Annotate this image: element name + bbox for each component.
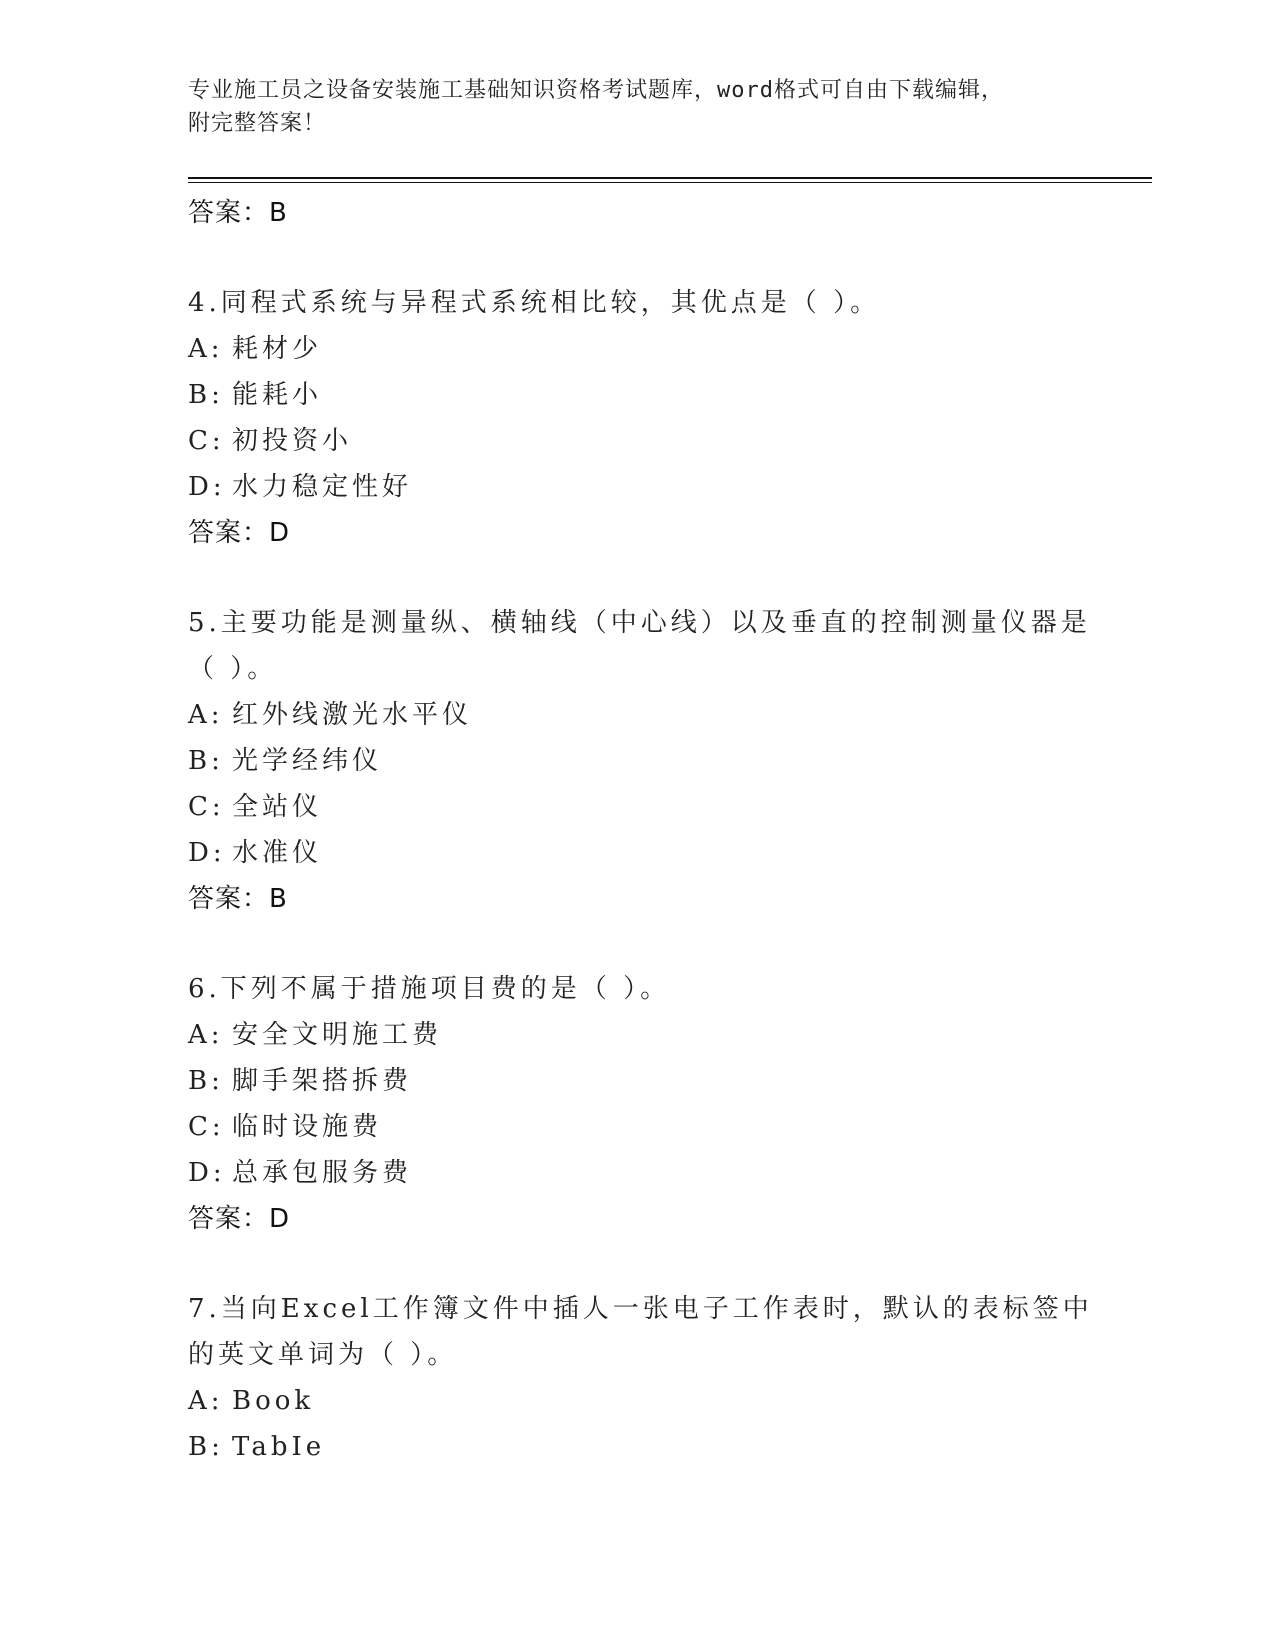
- question-stem-continued: 的英文单词为（ ）。: [188, 1340, 458, 1370]
- spacer: [188, 1242, 1068, 1286]
- option-b: [188, 1058, 1068, 1104]
- spacer: [188, 236, 1068, 280]
- option-label: B:: [188, 1066, 224, 1096]
- header-line-1: 专业施工员之设备安装施工基础知识资格考试题库，word格式可自由下载编辑，: [188, 78, 1004, 103]
- header-line-2: 附完整答案！: [188, 111, 327, 136]
- option-b: [188, 372, 1068, 418]
- option-label: B:: [188, 380, 224, 410]
- option-c: [188, 418, 1068, 464]
- question-block: [188, 966, 1068, 1242]
- question-answer: 答案：D: [188, 1204, 291, 1234]
- option-text: 初投资小: [232, 426, 353, 456]
- option-label: C:: [188, 792, 225, 822]
- question-answer: 答案：D: [188, 518, 291, 548]
- option-a: [188, 1012, 1068, 1058]
- option-d: [188, 830, 1068, 876]
- option-label: C:: [188, 1112, 225, 1142]
- spacer: [188, 922, 1068, 966]
- option-c: [188, 784, 1068, 830]
- option-label: A:: [188, 334, 224, 364]
- option-c: [188, 1104, 1068, 1150]
- option-text: 水力稳定性好: [232, 472, 413, 502]
- option-text: 水准仪: [232, 838, 323, 868]
- option-a: [188, 692, 1068, 738]
- question-list: [188, 190, 1093, 1470]
- header-rule-thick: [188, 177, 1152, 179]
- option-text: 能耗小: [232, 380, 323, 410]
- option-d: [188, 464, 1068, 510]
- option-text: TabIe: [232, 1432, 326, 1462]
- option-label: D:: [188, 838, 226, 868]
- question-block: [188, 280, 1068, 556]
- option-label: B:: [188, 1432, 224, 1462]
- document-header: [188, 74, 1068, 140]
- option-label: A:: [188, 1020, 224, 1050]
- question-stem-continued: （ ）。: [188, 654, 278, 684]
- option-label: A:: [188, 1386, 224, 1416]
- question-stem: 7.当向Excel工作簿文件中插人一张电子工作表时，默认的表标签中: [188, 1294, 1093, 1324]
- option-a: [188, 1378, 1068, 1424]
- previous-answer: 答案：B: [188, 198, 288, 228]
- option-label: D:: [188, 472, 226, 502]
- option-b: [188, 738, 1068, 784]
- option-text: 脚手架搭拆费: [232, 1066, 413, 1096]
- option-label: C:: [188, 426, 225, 456]
- question-block: [188, 600, 1091, 922]
- option-a: [188, 326, 1068, 372]
- option-text: 光学经纬仪: [232, 746, 383, 776]
- option-text: 安全文明施工费: [232, 1020, 443, 1050]
- option-text: Book: [232, 1386, 315, 1416]
- option-text: 耗材少: [232, 334, 323, 364]
- question-stem: 5.主要功能是测量纵、横轴线（中心线）以及垂直的控制测量仪器是: [188, 608, 1091, 638]
- option-label: B:: [188, 746, 224, 776]
- question-answer: 答案：B: [188, 884, 288, 914]
- option-text: 全站仪: [232, 792, 323, 822]
- question-stem: 4.同程式系统与异程式系统相比较，其优点是（ ）。: [188, 288, 881, 318]
- option-text: 红外线激光水平仪: [232, 700, 473, 730]
- option-d: [188, 1150, 1068, 1196]
- question-stem: 6.下列不属于措施项目费的是（ ）。: [188, 974, 671, 1004]
- question-block: [188, 1286, 1093, 1470]
- option-text: 临时设施费: [232, 1112, 383, 1142]
- option-label: A:: [188, 700, 224, 730]
- spacer: [188, 556, 1068, 600]
- option-b: [188, 1424, 1068, 1470]
- option-label: D:: [188, 1158, 226, 1188]
- option-text: 总承包服务费: [232, 1158, 413, 1188]
- header-rule-thin: [188, 182, 1152, 183]
